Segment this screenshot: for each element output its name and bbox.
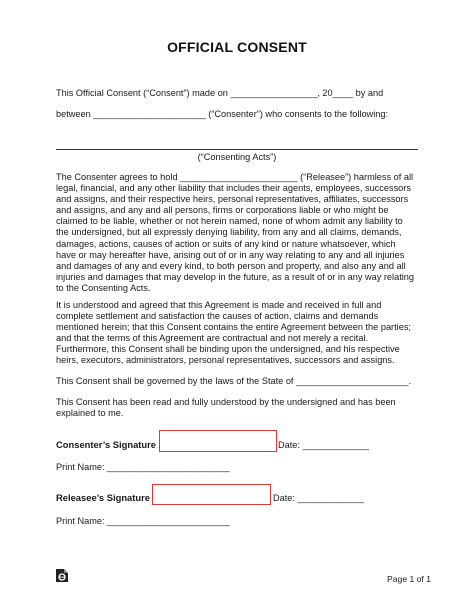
intro-line-2: between ______________________ (“Consenter”) who consents to the following: <box>56 109 389 119</box>
paragraph-line: to the Consenting Acts. <box>56 282 151 293</box>
paragraph-line: This Consent has been read and fully understood by the undersigned and has been <box>56 397 396 407</box>
consenter-signature-field[interactable] <box>159 430 277 452</box>
paragraph-line: claimed to be liable, whether or not herein named, none of whom admit any liability to <box>56 216 403 227</box>
intro-line-1: This Official Consent (“Consent”) made on _________________, 20____ by and <box>56 88 384 98</box>
page-number: Page 1 of 1 <box>387 574 431 584</box>
paragraph-line: complete settlement and satisfaction the causes of action, claims and demands <box>56 311 379 322</box>
paragraph-line: heirs, executors, administrators, personal representatives, successors and assigns. <box>56 355 395 366</box>
paragraph-line: injuries and damages that may develop in the future, as a result of or in any way relating <box>56 271 415 282</box>
paragraph-line: the undersigned, but all expressly denying liability, from any and all claims, demands, <box>56 227 402 238</box>
consenting-acts-blank-line[interactable] <box>56 149 418 150</box>
paragraph-line: and that the terms of this Agreement are contractual and not merely a recital. <box>56 333 369 344</box>
agreement-paragraph <box>56 300 422 367</box>
paragraph-line: It is understood and agreed that this Agreement is made and received in full and <box>56 300 382 310</box>
paragraph-line: The Consenter agrees to hold _______________________ (“Releasee”) harmless of all <box>56 172 414 182</box>
paragraph-line: and assigns, and any and all persons, firms or corporations liable or who might be <box>56 205 389 216</box>
paragraph-line: Furthermore, this Consent shall be binding upon the undersigned, and his respective <box>56 344 400 355</box>
eforms-logo-icon <box>55 568 69 583</box>
consenter-signature-label: Consenter’s Signature <box>56 439 157 450</box>
consenter-date-field[interactable]: Date: _____________ <box>278 440 369 450</box>
paragraph-line: have or may hereafter have, arising out of or in any way relating to any and all injuries <box>56 249 405 260</box>
consenter-print-name-field[interactable]: Print Name: ________________________ <box>56 462 230 472</box>
document-title: OFFICIAL CONSENT <box>167 39 307 55</box>
paragraph-line: mentioned herein; that this Consent contains the entire Agreement between the parties; <box>56 322 411 333</box>
understood-paragraph <box>56 397 422 419</box>
paragraph-line: explained to me. <box>56 408 124 419</box>
governing-law-statement: This Consent shall be governed by the laws of the State of ______________________. <box>56 376 412 386</box>
releasee-signature-field[interactable] <box>152 484 271 505</box>
consenting-acts-label: (“Consenting Acts”) <box>197 152 277 162</box>
paragraph-line: and assigns, and their respective heirs, personal representatives, affiliates, successors <box>56 194 409 205</box>
release-paragraph <box>56 172 422 294</box>
releasee-print-name-field[interactable]: Print Name: ________________________ <box>56 516 230 526</box>
paragraph-line: damages, actions, causes of action or suits of any kind or nature whatsoever, which <box>56 238 396 249</box>
paragraph-line: and damages of any and every kind, to both person and property, and also any and all <box>56 260 406 271</box>
paragraph-line: legal, financial, and any other liability that includes their agents, employees, successors <box>56 183 411 194</box>
releasee-date-field[interactable]: Date: _____________ <box>273 493 364 503</box>
releasee-signature-label: Releasee’s Signature <box>56 492 150 503</box>
